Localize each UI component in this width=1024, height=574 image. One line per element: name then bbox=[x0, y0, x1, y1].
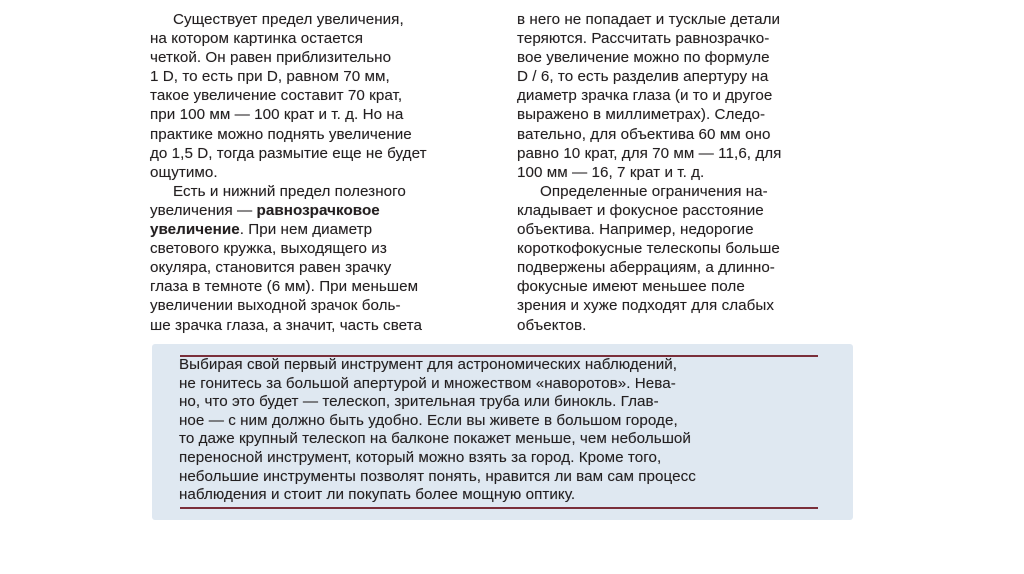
text-line: в него не попадает и тусклые детали bbox=[517, 11, 781, 28]
callout-line: Выбирая свой первый инструмент для астрономических наблюдений, bbox=[179, 356, 678, 373]
callout-line: переносной инструмент, который можно взять за город. Кроме того, bbox=[179, 448, 662, 466]
text-line: фокусные имеют меньшее поле bbox=[517, 278, 745, 296]
text-line: равно 10 крат, для 70 мм — 11,6, для bbox=[517, 144, 782, 162]
callout-text bbox=[179, 356, 829, 505]
bold-term: равнозрачковое bbox=[256, 201, 380, 219]
text-line: светового кружка, выходящего из bbox=[150, 240, 387, 258]
text-line: объектов. bbox=[517, 316, 587, 334]
text-line: 100 мм — 16, 7 крат и т. д. bbox=[517, 163, 705, 181]
text-line: объектива. Например, недорогие bbox=[517, 221, 754, 239]
text-line: теряются. Рассчитать равнозрачко- bbox=[517, 30, 770, 48]
callout-line: ное — с ним должно быть удобно. Если вы живете в большом городе, bbox=[179, 411, 678, 429]
callout-bottom-rule bbox=[180, 507, 818, 509]
text-line: увеличении выходной зрачок боль- bbox=[150, 297, 401, 315]
text-line: D / 6, то есть разделив апертуру на bbox=[517, 68, 769, 86]
text-segment: увеличения — bbox=[150, 201, 257, 219]
text-line: глаза в темноте (6 мм). При меньшем bbox=[150, 278, 419, 296]
text-line: Существует предел увеличения, bbox=[173, 11, 404, 28]
text-line: вое увеличение можно по формуле bbox=[517, 49, 770, 67]
text-line bbox=[150, 201, 502, 220]
text-line: кладывает и фокусное расстояние bbox=[517, 201, 764, 219]
text-line: до 1,5 D, тогда размытие еще не будет bbox=[150, 144, 427, 162]
text-line: четкой. Он равен приблизительно bbox=[150, 49, 392, 67]
article-left-column bbox=[150, 10, 502, 335]
callout-line: но, что это будет — телескоп, зрительная труба или бинокль. Глав- bbox=[179, 393, 659, 411]
callout-line: наблюдения и стоит ли покупать более мощную оптику. bbox=[179, 486, 576, 504]
text-line: 1 D, то есть при D, равном 70 мм, bbox=[150, 68, 390, 86]
text-line: на котором картинка остается bbox=[150, 30, 363, 48]
text-line: ше зрачка глаза, а значит, часть света bbox=[150, 316, 422, 334]
text-line: подвержены аберрациям, а длинно- bbox=[517, 259, 775, 277]
text-line: вательно, для объектива 60 мм оно bbox=[517, 125, 771, 143]
tip-callout-box bbox=[152, 344, 853, 520]
text-line: зрения и хуже подходят для слабых bbox=[517, 297, 774, 315]
text-line: практике можно поднять увеличение bbox=[150, 125, 412, 143]
bold-term: увеличение bbox=[150, 221, 240, 239]
text-line bbox=[150, 220, 502, 239]
text-line: выражено в миллиметрах). Следо- bbox=[517, 106, 766, 124]
text-line: окуляра, становится равен зрачку bbox=[150, 259, 392, 277]
text-line: Есть и нижний предел полезного bbox=[173, 182, 406, 200]
callout-line: то даже крупный телескоп на балконе покажет меньше, чем небольшой bbox=[179, 430, 691, 448]
callout-line: не гонитесь за большой апертурой и множеством «наворотов». Нева- bbox=[179, 374, 676, 392]
callout-line: небольшие инструменты позволят понять, нравится ли вам сам процесс bbox=[179, 467, 696, 485]
text-line: короткофокусные телескопы больше bbox=[517, 240, 780, 258]
text-line: при 100 мм — 100 крат и т. д. Но на bbox=[150, 106, 404, 124]
article-right-column bbox=[517, 10, 859, 335]
text-line: диаметр зрачка глаза (и то и другое bbox=[517, 87, 773, 105]
text-line: такое увеличение составит 70 крат, bbox=[150, 87, 403, 105]
text-line: ощутимо. bbox=[150, 163, 218, 181]
text-segment: . При нем диаметр bbox=[239, 221, 373, 239]
text-line: Определенные ограничения на- bbox=[540, 182, 768, 200]
